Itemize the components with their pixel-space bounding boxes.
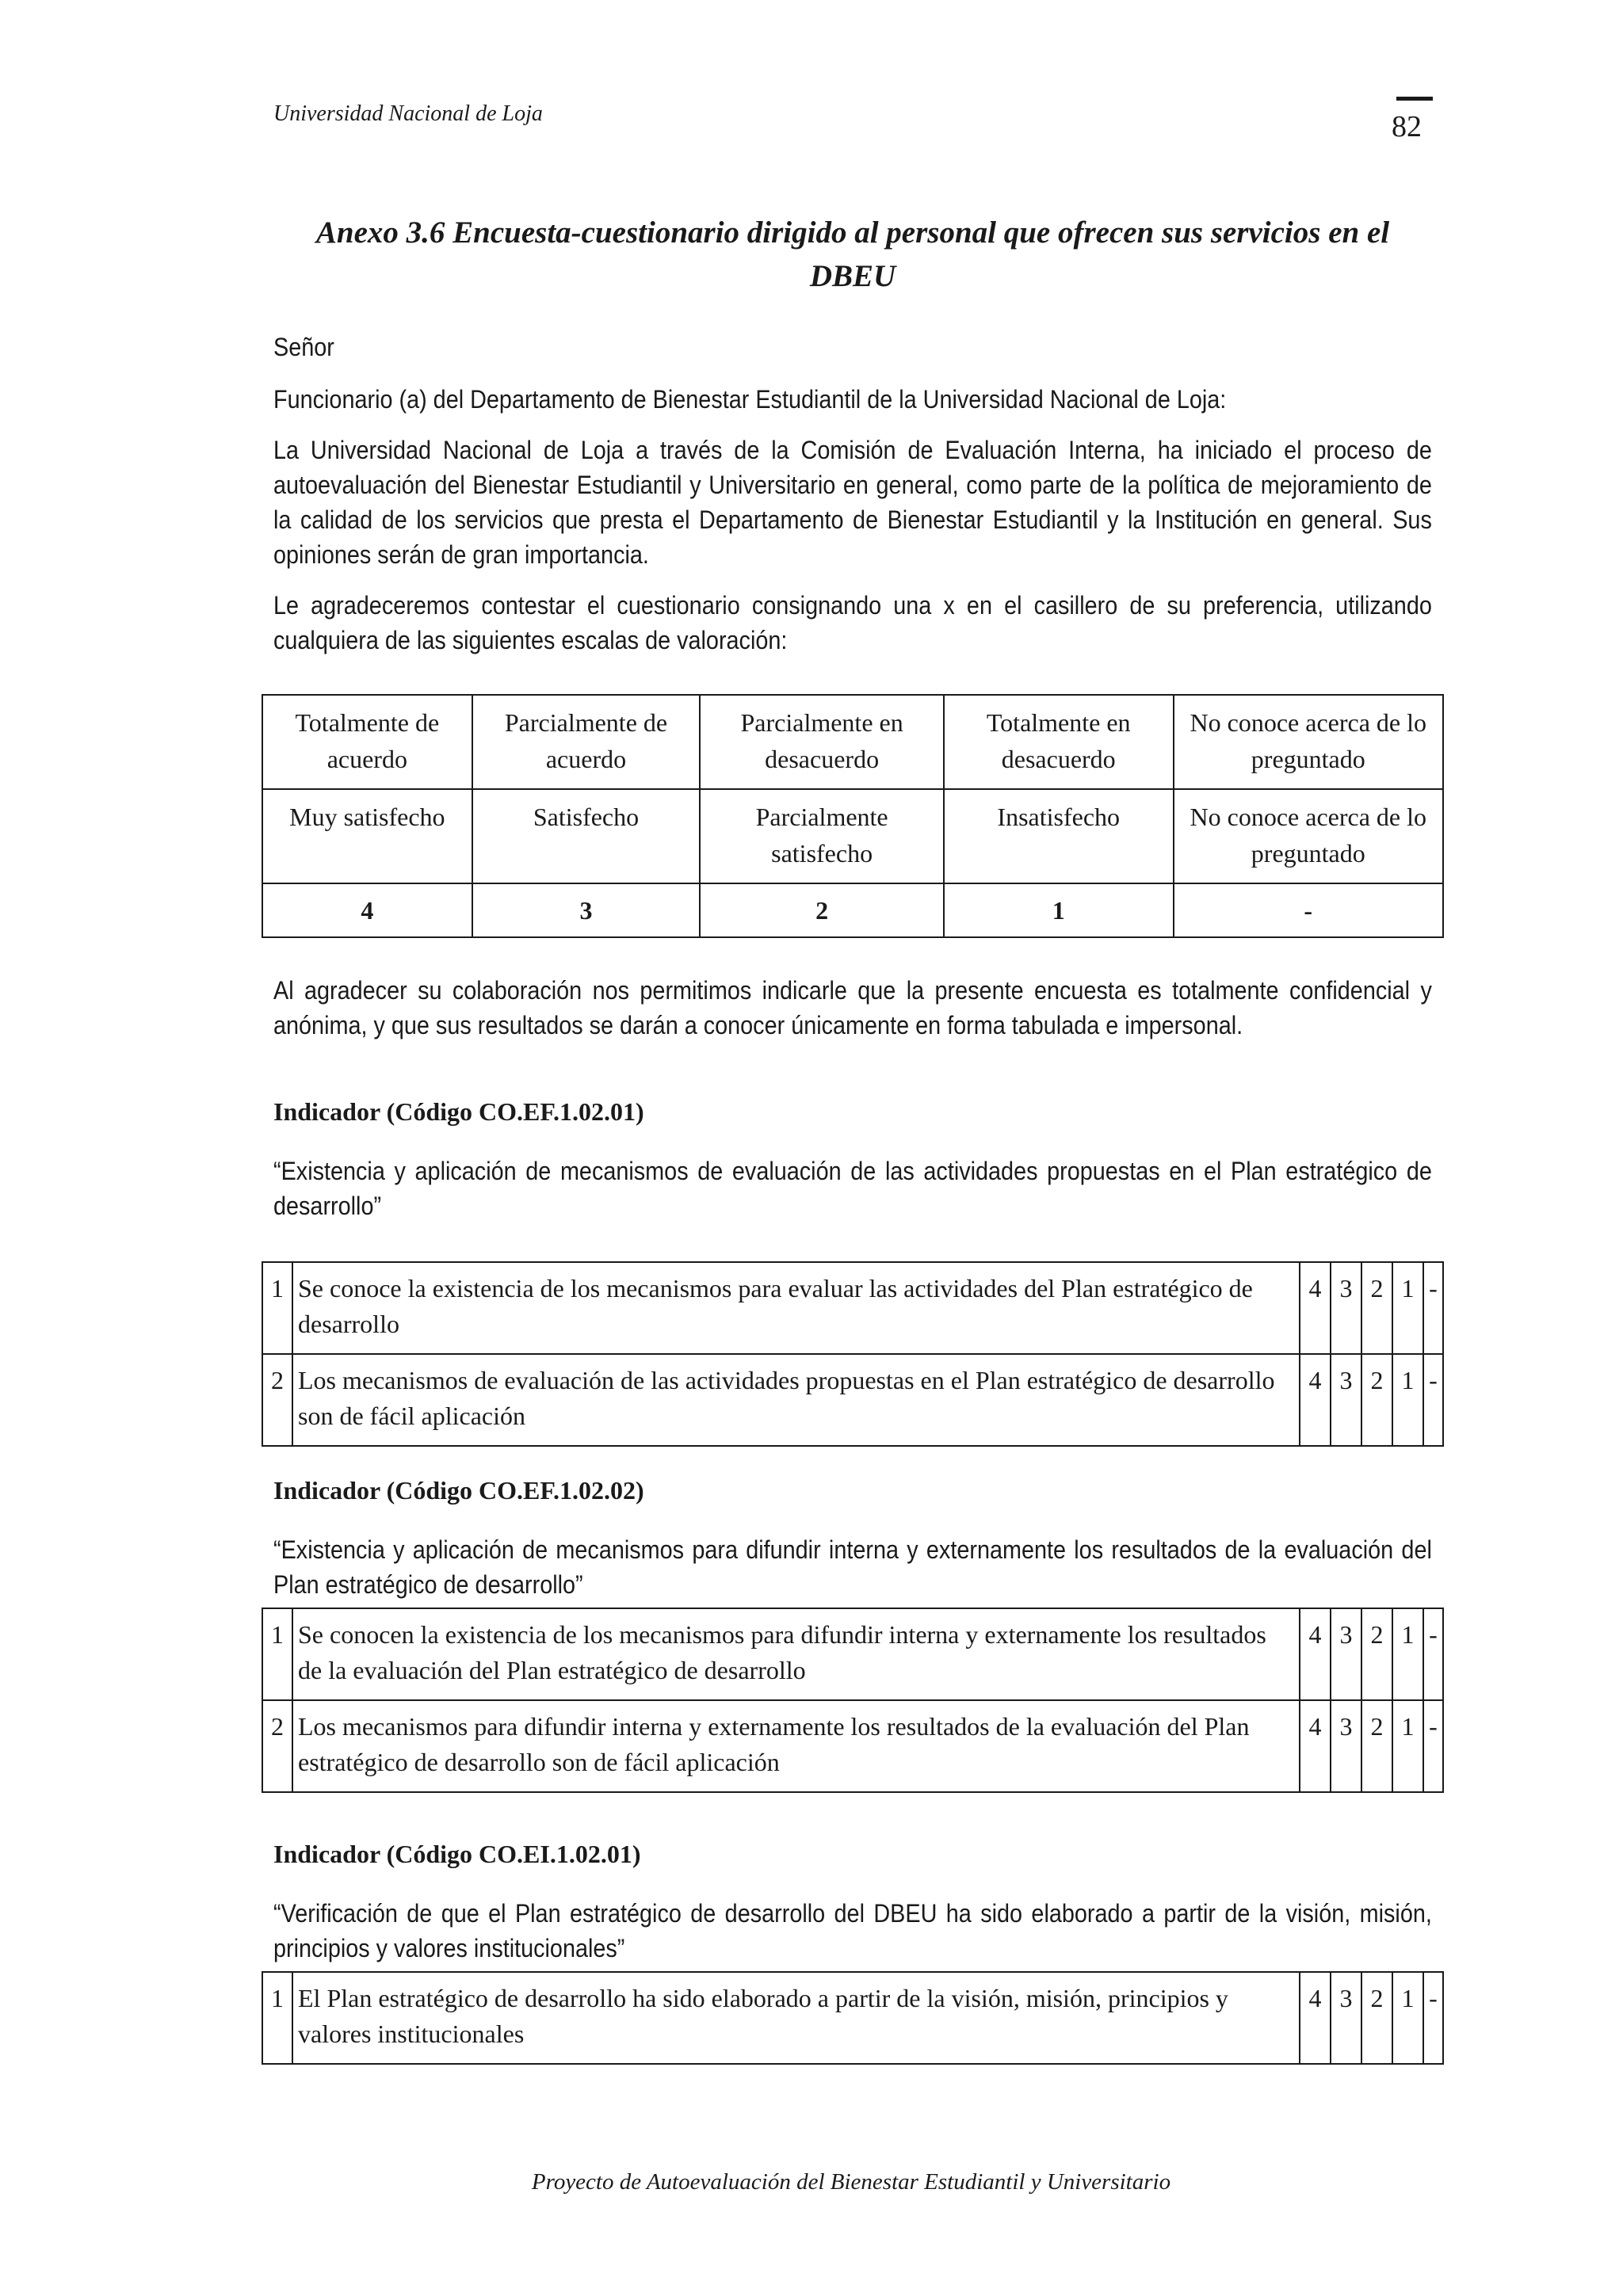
indicator-description: “Existencia y aplicación de mecanismos de evaluación de las actividades propuestas en el Plan estratégico de desarrollo” xyxy=(273,1157,1432,1220)
intro-paragraph: La Universidad Nacional de Loja a través de la Comisión de Evaluación Interna, ha iniciado el proceso de autoevaluación del Bienestar Estudiantil y Universitario en general, como parte de la política de mejoramiento de la calidad de los servicios que presta el Departamento de Bienestar Estudiantil y la Institución en general. Sus opiniones serán de gran importancia. xyxy=(273,436,1432,569)
indicator-description-block xyxy=(273,1896,1432,1966)
satisfaction-row xyxy=(262,789,1443,883)
rating-option-4[interactable]: 4 xyxy=(1300,1608,1331,1700)
question-row xyxy=(262,1972,1443,2064)
indicator-description: “Existencia y aplicación de mecanismos para difundir interna y externamente los resultados de la evaluación del Plan estratégico de desarrollo” xyxy=(273,1535,1432,1599)
question-row xyxy=(262,1354,1443,1446)
rating-option-1[interactable]: 1 xyxy=(1392,1972,1423,2064)
question-number: 2 xyxy=(262,1354,292,1446)
rating-option-1[interactable]: 1 xyxy=(1392,1354,1423,1446)
page-number-rule xyxy=(1396,97,1433,101)
indicator-description-block xyxy=(273,1154,1432,1223)
annex-title: Anexo 3.6 Encuesta-cuestionario dirigido al personal que ofrecen sus servicios en el DBEU xyxy=(315,215,1390,293)
rating-option-none[interactable]: - xyxy=(1423,1354,1443,1446)
intro-section xyxy=(273,211,1432,658)
page-footer: Proyecto de Autoevaluación del Bienestar Estudiantil y Universitario xyxy=(531,2169,1171,2195)
scale-value: 1 xyxy=(944,883,1174,937)
question-table xyxy=(262,1971,1444,2065)
indicator-description: “Verificación de que el Plan estratégico de desarrollo del DBEU ha sido elaborado a partir de la visión, misión, principios y valores institucionales” xyxy=(273,1899,1432,1962)
addressee: Funcionario (a) del Departamento de Bienestar Estudiantil de la Universidad Nacional de Loja: xyxy=(273,385,1227,414)
rating-option-4[interactable]: 4 xyxy=(1300,1700,1331,1792)
question-number: 1 xyxy=(262,1608,292,1700)
indicator-description-block xyxy=(273,1532,1432,1602)
rating-option-none[interactable]: - xyxy=(1423,1700,1443,1792)
question-table xyxy=(262,1261,1444,1447)
rating-option-2[interactable]: 2 xyxy=(1361,1262,1392,1354)
rating-option-4[interactable]: 4 xyxy=(1300,1262,1331,1354)
question-row xyxy=(262,1262,1443,1354)
rating-option-2[interactable]: 2 xyxy=(1361,1972,1392,2064)
rating-option-none[interactable]: - xyxy=(1423,1608,1443,1700)
question-number: 2 xyxy=(262,1700,292,1792)
rating-option-3[interactable]: 3 xyxy=(1331,1262,1361,1354)
scale-cell: No conoce acerca de lo preguntado xyxy=(1174,695,1443,789)
rating-option-4[interactable]: 4 xyxy=(1300,1354,1331,1446)
rating-option-1[interactable]: 1 xyxy=(1392,1262,1423,1354)
scale-value: 2 xyxy=(700,883,944,937)
rating-option-1[interactable]: 1 xyxy=(1392,1700,1423,1792)
question-text: Los mecanismos de evaluación de las actividades propuestas en el Plan estratégico de desarrollo son de fácil aplicación xyxy=(292,1354,1300,1446)
scale-cell: Parcialmente de acuerdo xyxy=(472,695,701,789)
rating-option-none[interactable]: - xyxy=(1423,1262,1443,1354)
scale-value: 4 xyxy=(262,883,472,937)
question-row xyxy=(262,1608,1443,1700)
indicator-heading: Indicador (Código CO.EF.1.02.01) xyxy=(273,1097,644,1126)
page-number: 82 xyxy=(1392,110,1422,143)
scale-cell: No conoce acerca de lo preguntado xyxy=(1174,789,1443,883)
scale-cell: Totalmente de acuerdo xyxy=(262,695,472,789)
rating-option-4[interactable]: 4 xyxy=(1300,1972,1331,2064)
scale-cell: Totalmente en desacuerdo xyxy=(944,695,1174,789)
indicator-heading: Indicador (Código CO.EI.1.02.01) xyxy=(273,1840,641,1868)
indicator-heading: Indicador (Código CO.EF.1.02.02) xyxy=(273,1476,644,1505)
salutation: Señor xyxy=(273,333,334,361)
rating-option-2[interactable]: 2 xyxy=(1361,1354,1392,1446)
rating-option-2[interactable]: 2 xyxy=(1361,1608,1392,1700)
question-number: 1 xyxy=(262,1972,292,2064)
question-number: 1 xyxy=(262,1262,292,1354)
instructions: Le agradeceremos contestar el cuestionario consignando una x en el casillero de su preferencia, utilizando cualquiera de las siguientes escalas de valoración: xyxy=(273,591,1432,654)
scale-cell: Muy satisfecho xyxy=(262,789,472,883)
question-text: Los mecanismos para difundir interna y externamente los resultados de la evaluación del Plan estratégico de desarrollo son de fácil aplicación xyxy=(292,1700,1300,1792)
rating-option-3[interactable]: 3 xyxy=(1331,1354,1361,1446)
rating-option-none[interactable]: - xyxy=(1423,1972,1443,2064)
question-text: El Plan estratégico de desarrollo ha sido elaborado a partir de la visión, misión, principios y valores institucionales xyxy=(292,1972,1300,2064)
rating-option-3[interactable]: 3 xyxy=(1331,1972,1361,2064)
rating-scale-table xyxy=(262,694,1444,938)
scale-cell: Parcialmente en desacuerdo xyxy=(700,695,944,789)
question-text: Se conocen la existencia de los mecanismos para difundir interna y externamente los resultados de la evaluación del Plan estratégico de desarrollo xyxy=(292,1608,1300,1700)
confidentiality-block xyxy=(273,973,1432,1043)
scale-value: 3 xyxy=(472,883,701,937)
rating-option-3[interactable]: 3 xyxy=(1331,1608,1361,1700)
rating-option-1[interactable]: 1 xyxy=(1392,1608,1423,1700)
scale-cell: Parcialmente satisfecho xyxy=(700,789,944,883)
rating-option-3[interactable]: 3 xyxy=(1331,1700,1361,1792)
scale-cell: Insatisfecho xyxy=(944,789,1174,883)
value-row xyxy=(262,883,1443,937)
question-text: Se conoce la existencia de los mecanismos para evaluar las actividades del Plan estratégico de desarrollo xyxy=(292,1262,1300,1354)
question-table xyxy=(262,1608,1444,1793)
running-head: Universidad Nacional de Loja xyxy=(273,101,543,126)
confidentiality-text: Al agradecer su colaboración nos permitimos indicarle que la presente encuesta es totalmente confidencial y anónima, y que sus resultados se darán a conocer únicamente en forma tabulada e impersonal. xyxy=(273,976,1432,1039)
agreement-row xyxy=(262,695,1443,789)
rating-option-2[interactable]: 2 xyxy=(1361,1700,1392,1792)
scale-value: - xyxy=(1174,883,1443,937)
question-row xyxy=(262,1700,1443,1792)
scale-cell: Satisfecho xyxy=(472,789,701,883)
